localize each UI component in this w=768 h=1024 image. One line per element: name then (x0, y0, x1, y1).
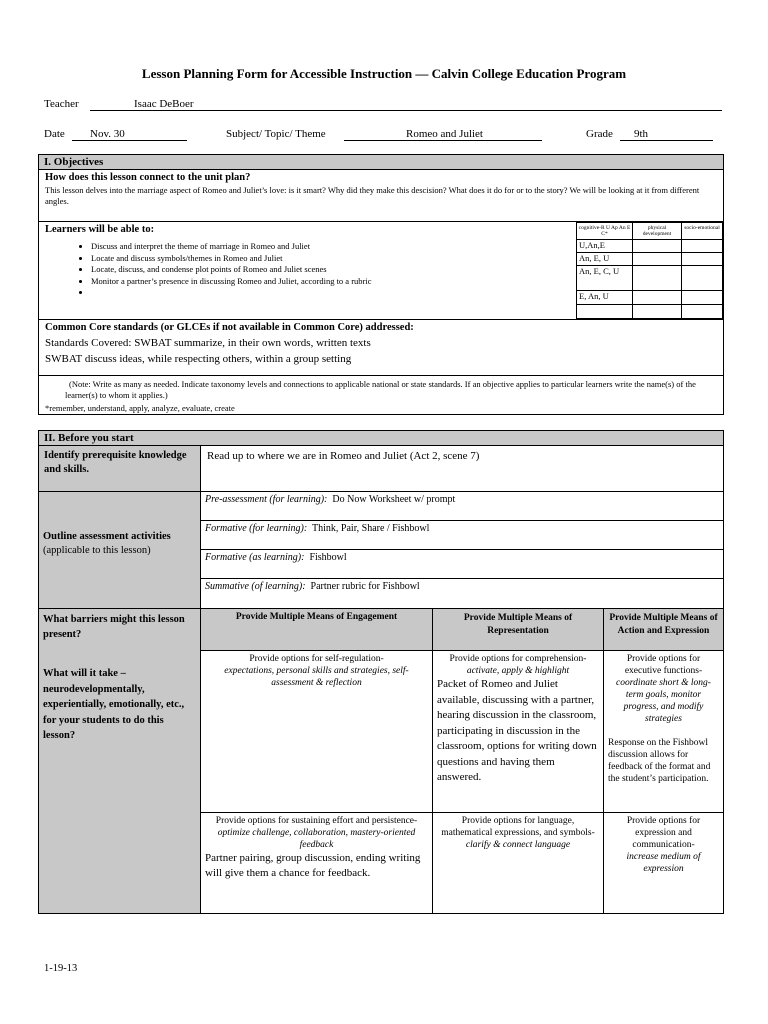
prereq-value[interactable]: Read up to where we are in Romeo and Juliet (Act 2, scene 7) (207, 450, 480, 462)
footer-date: 1-19-13 (44, 963, 78, 974)
common-core-label: Common Core standards (or GLCEs if not available in Common Core) addressed: (45, 322, 414, 333)
engagement-1-lead: Provide options for self-regulation- (249, 654, 384, 664)
representation-cell-1[interactable] (432, 650, 604, 813)
pre-assessment-label: Pre-assessment (for learning): (205, 494, 328, 505)
objective-item[interactable]: • Locate and discuss symbols/themes in Romeo and Juliet (91, 253, 611, 265)
objectives-note: (Note: Write as many as needed. Indicate taxonomy levels and connections to applicable national or state standards. If an objective applies to particular learners write the name(s) of the learner(s) to whom it applies.) (65, 379, 696, 400)
action-cell-1[interactable] (603, 650, 724, 813)
engagement-cell-1[interactable] (200, 650, 433, 813)
barriers-label-cell (38, 608, 201, 914)
action-2-lead: Provide options for expression and communication- (626, 816, 701, 850)
summative-value[interactable]: Partner rubric for Fishbowl (310, 581, 420, 592)
action-1-detail: coordinate short & long-term goals, monitor progress, and modify strategies (616, 678, 711, 724)
subject-label: Subject/ Topic/ Theme (226, 128, 326, 140)
tax-cell[interactable] (681, 265, 723, 291)
objectives-list (45, 241, 611, 298)
objective-item[interactable]: • Monitor a partner’s presence in discussing Romeo and Juliet, according to a rubric (91, 276, 611, 288)
barriers-question: What barriers might this lesson present? (43, 614, 185, 640)
pre-assessment-cell[interactable] (200, 491, 724, 521)
formative-1-value[interactable]: Think, Pair, Share / Fishbowl (312, 523, 430, 534)
date-value[interactable]: Nov. 30 (90, 128, 125, 140)
summative-label: Summative (of learning): (205, 581, 306, 592)
representation-header: Provide Multiple Means of Representation (432, 608, 604, 651)
unit-connection-question: How does this lesson connect to the unit plan? (45, 172, 251, 183)
engagement-1-detail: expectations, personal skills and strategies, self-assessment & reflection (224, 666, 409, 688)
objective-item[interactable]: • Discuss and interpret the theme of marriage in Romeo and Juliet (91, 241, 611, 253)
representation-1-lead: Provide options for comprehension- (449, 654, 587, 664)
unit-connection-box (38, 169, 724, 222)
formative-2-value[interactable]: Fishbowl (309, 552, 347, 563)
before-header: II. Before you start (38, 430, 724, 446)
action-expression-header: Provide Multiple Means of Action and Expression (603, 608, 724, 651)
representation-1-detail: activate, apply & highlight (466, 666, 570, 676)
tax-cell[interactable] (576, 304, 633, 319)
objective-item[interactable] (91, 287, 611, 298)
note-box (38, 375, 724, 415)
tax-cell[interactable] (681, 239, 723, 253)
action-2-detail: increase medium of expression (626, 852, 701, 874)
tax-cell[interactable] (632, 252, 682, 266)
grade-value[interactable]: 9th (634, 128, 649, 140)
prereq-label-cell (38, 445, 201, 492)
summative-cell[interactable] (200, 578, 724, 609)
representation-1-response[interactable]: Packet of Romeo and Juliet available, discussing with a partner, hearing discussion in the classroom, participating in discussion in the classroom, options for writing down questions and having them answered. (437, 678, 597, 783)
formative-2-cell[interactable] (200, 549, 724, 579)
tax-header-socio: socio-emotional (681, 222, 723, 240)
engagement-cell-2[interactable] (200, 812, 433, 914)
tax-header-cognitive: cognitive-R U Ap An E C* (576, 222, 633, 240)
learners-label: Learners will be able to: (45, 224, 155, 235)
tax-cell[interactable] (632, 304, 682, 319)
tax-cell[interactable] (681, 252, 723, 266)
date-label: Date (44, 128, 65, 140)
tax-header-physical: physical development (632, 222, 682, 240)
common-core-line-1[interactable]: Standards Covered: SWBAT summarize, in their own words, written texts (45, 337, 371, 349)
tax-cell[interactable] (632, 265, 682, 291)
tax-cell[interactable]: E, An, U (576, 290, 633, 305)
tax-cell[interactable] (632, 239, 682, 253)
formative-2-label: Formative (as learning): (205, 552, 305, 563)
representation-cell-2[interactable] (432, 812, 604, 914)
engagement-2-lead: Provide options for sustaining effort and persistence- (215, 816, 418, 826)
prereq-label: Identify prerequisite knowledge and skills. (44, 450, 187, 475)
tax-cell[interactable]: An, E, U (576, 252, 633, 266)
tax-cell[interactable]: U,An,E (576, 239, 633, 253)
objectives-header: I. Objectives (38, 154, 724, 170)
engagement-2-response[interactable]: Partner pairing, group discussion, ending writing will give them a chance for feedback. (205, 852, 421, 879)
grade-label: Grade (586, 128, 613, 140)
tax-cell[interactable] (681, 290, 723, 305)
action-1-lead: Provide options for executive functions- (624, 654, 703, 676)
unit-connection-answer[interactable]: This lesson delves into the marriage aspect of Romeo and Juliet’s love: is it smart? Why did they make this descision? What does it do for or to the story? We will be looking at it from different angles. (45, 185, 700, 206)
taxonomy-table (576, 222, 723, 319)
formative-1-cell[interactable] (200, 520, 724, 550)
tax-cell[interactable] (632, 290, 682, 305)
taxonomy-footnote: *remember, understand, apply, analyze, evaluate, create (45, 403, 235, 413)
engagement-header: Provide Multiple Means of Engagement (200, 608, 433, 651)
tax-cell[interactable]: An, E, C, U (576, 265, 633, 291)
teacher-name[interactable]: Isaac DeBoer (134, 98, 194, 110)
tax-cell[interactable] (681, 304, 723, 319)
representation-2-detail: clarify & connect language (465, 840, 571, 850)
take-question: What will it take – neurodevelopmentally, experientially, emotionally, etc., for your students to do this lesson? (43, 668, 185, 741)
subject-value[interactable]: Romeo and Juliet (406, 128, 483, 140)
common-core-box (38, 319, 724, 376)
teacher-label: Teacher (44, 98, 79, 110)
pre-assessment-value[interactable]: Do Now Worksheet w/ prompt (332, 494, 456, 505)
engagement-2-detail: optimize challenge, collaboration, mastery-oriented feedback (217, 828, 416, 850)
learners-box (38, 221, 724, 320)
common-core-line-2[interactable]: SWBAT discuss ideas, while respecting others, within a group setting (45, 353, 352, 365)
prereq-value-cell[interactable] (200, 445, 724, 492)
objective-item[interactable]: • Locate, discuss, and condense plot points of Romeo and Juliet scenes (91, 264, 611, 276)
action-1-response[interactable]: Response on the Fishbowl discussion allows for feedback of the format and the student’s participation. (608, 738, 711, 784)
page-title: Lesson Planning Form for Accessible Instruction — Calvin College Education Program (141, 66, 627, 81)
assess-sub: (applicable to this lesson) (43, 545, 151, 556)
action-cell-2[interactable] (603, 812, 724, 914)
assess-label: Outline assessment activities (43, 531, 171, 542)
assess-label-cell (38, 491, 201, 609)
formative-1-label: Formative (for learning): (205, 523, 308, 534)
representation-2-lead: Provide options for language, mathematical expressions, and symbols- (441, 816, 595, 838)
